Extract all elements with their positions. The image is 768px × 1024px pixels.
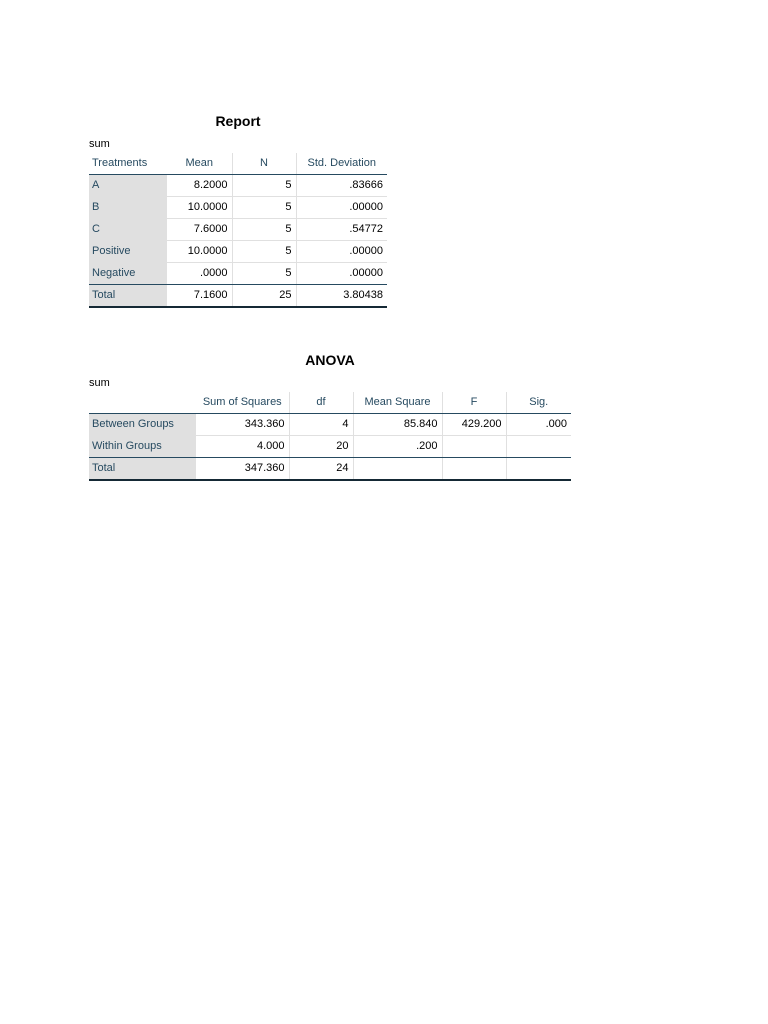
cell-df: 20 [289,436,353,458]
cell-sum-of-squares: 343.360 [196,414,289,436]
report-header-row [89,153,387,175]
anova-variable-label: sum [89,377,110,389]
table-row-total [89,458,571,481]
report-header-treatments: Treatments [89,153,167,175]
cell-std-deviation: .00000 [296,197,387,219]
table-row [89,414,571,436]
cell-mean-square: 85.840 [353,414,442,436]
anova-header-f: F [442,392,506,414]
table-row [89,175,387,197]
cell-mean: 8.2000 [167,175,232,197]
cell-n: 5 [232,219,296,241]
cell-f [442,458,506,481]
anova-header-sig: Sig. [506,392,571,414]
row-label: A [89,175,167,197]
row-label: B [89,197,167,219]
cell-sig [506,436,571,458]
cell-mean-square: .200 [353,436,442,458]
row-label: Positive [89,241,167,263]
cell-sum-of-squares: 347.360 [196,458,289,481]
row-label: Total [89,458,196,481]
cell-std-deviation: .83666 [296,175,387,197]
table-row [89,436,571,458]
row-label: Total [89,285,167,308]
table-row [89,219,387,241]
anova-header-blank [89,392,196,414]
row-label: C [89,219,167,241]
anova-title: ANOVA [305,352,355,368]
cell-mean: 10.0000 [167,241,232,263]
cell-sig [506,458,571,481]
cell-mean: 7.1600 [167,285,232,308]
anova-header-mean-square: Mean Square [353,392,442,414]
cell-n: 5 [232,241,296,263]
report-variable-label: sum [89,138,110,150]
table-row [89,197,387,219]
report-header-n: N [232,153,296,175]
cell-sum-of-squares: 4.000 [196,436,289,458]
cell-mean: 10.0000 [167,197,232,219]
report-table [89,153,387,308]
cell-n: 25 [232,285,296,308]
cell-n: 5 [232,263,296,285]
cell-mean: 7.6000 [167,219,232,241]
cell-f [442,436,506,458]
cell-std-deviation: .00000 [296,263,387,285]
report-header-mean: Mean [167,153,232,175]
table-row [89,263,387,285]
cell-sig: .000 [506,414,571,436]
anova-header-df: df [289,392,353,414]
report-header-std-deviation: Std. Deviation [296,153,387,175]
cell-std-deviation: .54772 [296,219,387,241]
cell-n: 5 [232,175,296,197]
cell-std-deviation: 3.80438 [296,285,387,308]
row-label: Within Groups [89,436,196,458]
cell-mean: .0000 [167,263,232,285]
row-label: Between Groups [89,414,196,436]
anova-table [89,392,571,481]
cell-f: 429.200 [442,414,506,436]
row-label: Negative [89,263,167,285]
cell-df: 24 [289,458,353,481]
report-title: Report [215,113,261,129]
anova-header-row [89,392,571,414]
cell-n: 5 [232,197,296,219]
cell-mean-square [353,458,442,481]
table-row-total [89,285,387,308]
table-row [89,241,387,263]
cell-std-deviation: .00000 [296,241,387,263]
anova-header-sum-of-squares: Sum of Squares [196,392,289,414]
cell-df: 4 [289,414,353,436]
